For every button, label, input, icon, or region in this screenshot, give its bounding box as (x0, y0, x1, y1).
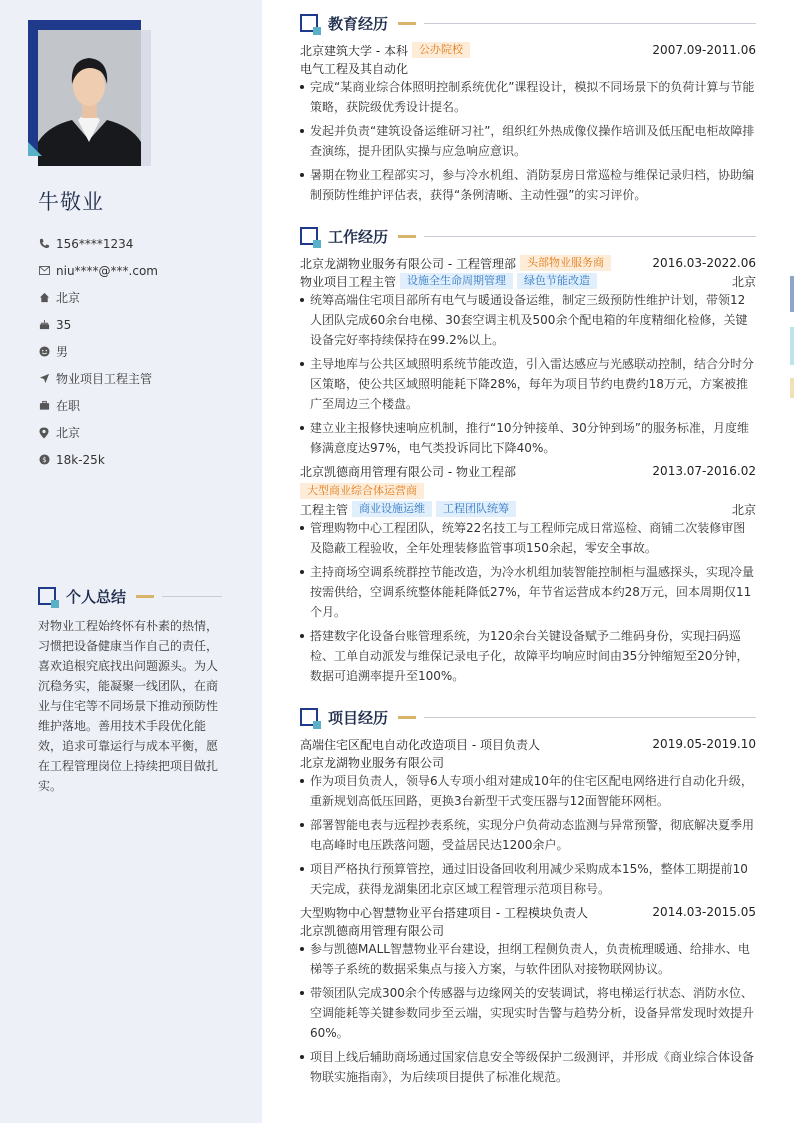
job-city: 北京 (731, 502, 756, 517)
major-row (300, 59, 756, 77)
job-date: 2016.03-2022.06 (652, 256, 756, 270)
project-org: 北京龙湖物业服务有限公司 (300, 755, 445, 770)
list-item: 主持商场空调系统群控节能改造，为冷水机组加装智能控制柜与温感探头，实现冷量按需供给，空调系统整体能耗降低27%，年节省运营成本约28万元，回本周期仅11个月。 (300, 562, 756, 622)
list-item: 建立业主报修快速响应机制，推行“10分钟接单、30分钟到场”的服务标准，月度维修满意度达97%，电气类投诉同比下降40%。 (300, 418, 756, 458)
list-item: 主导地库与公共区域照明系统节能改造，引入雷达感应与光感联动控制，结合分时分区策略，使公共区域照明能耗下降28%，每年为项目节约电费约18万元，方案被推广至周边三个楼盘。 (300, 354, 756, 414)
age-row (38, 311, 248, 338)
salary-row (38, 446, 248, 473)
work-title: 工作经历 (328, 227, 389, 246)
cake-icon (38, 319, 50, 331)
age-value: 35 (56, 317, 72, 332)
project-org: 北京凯德商用管理有限公司 (300, 923, 445, 938)
project-name: 高端住宅区配电自动化改造项目 - 项目负责人 (300, 737, 540, 752)
city-value: 北京 (56, 426, 81, 440)
email-row (38, 257, 248, 284)
gold-divider (136, 595, 154, 598)
hometown-row (38, 284, 248, 311)
edge-marker (790, 378, 794, 398)
photo-accent (28, 142, 42, 156)
project-header (300, 735, 756, 753)
company-tag: 头部物业服务商 (520, 255, 611, 271)
edge-marker (790, 327, 794, 365)
education-date: 2007.09-2011.06 (652, 43, 756, 57)
project-bullets (300, 771, 756, 899)
skill-tag: 绿色节能改造 (517, 273, 597, 289)
job-city: 北京 (731, 274, 756, 289)
position-value: 物业项目工程主管 (56, 372, 153, 386)
section-marker-icon (300, 14, 318, 32)
divider-line (424, 717, 756, 718)
job-role-row (300, 272, 756, 290)
divider-line (162, 596, 222, 597)
sidebar (0, 0, 262, 1123)
section-marker-icon (300, 227, 318, 245)
money-icon (38, 454, 50, 466)
home-icon (38, 292, 50, 304)
education-section (300, 12, 756, 209)
photo-shadow (141, 30, 151, 166)
summary-title: 个人总结 (66, 587, 127, 606)
face-icon (38, 346, 50, 358)
list-item: 搭建数字化设备台账管理系统，为120余台关键设备赋予二维码身份，实现扫码巡检、工单自动派发与维保记录电子化，故障平均响应时间由35分钟缩短至20分钟，数据可追溯率提升至100%。 (300, 626, 756, 686)
education-title: 教育经历 (328, 14, 389, 33)
project-org-row (300, 921, 756, 939)
gender-value: 男 (56, 345, 69, 359)
project-date: 2014.03-2015.05 (652, 905, 756, 919)
job-role-row (300, 500, 756, 518)
work-header (300, 225, 756, 247)
email-value: niu****@***.com (56, 263, 158, 278)
list-item: 完成“某商业综合体照明控制系统优化”课程设计，模拟不同场景下的负荷计算与节能策略，获院级优秀设计提名。 (300, 77, 756, 117)
project-name: 大型购物中心智慧物业平台搭建项目 - 工程模块负责人 (300, 905, 588, 920)
project-header (300, 903, 756, 921)
work-section (300, 225, 756, 690)
company-tag-row (300, 482, 756, 500)
location-icon (38, 427, 50, 439)
divider-line (424, 23, 756, 24)
status-value: 在职 (56, 399, 81, 413)
summary-header (38, 585, 222, 607)
skill-tag: 工程团队统筹 (436, 501, 516, 517)
projects-title: 项目经历 (328, 708, 389, 727)
gold-divider (398, 235, 416, 238)
list-item: 统筹高端住宅项目部所有电气与暖通设备运维，制定三级预防性维护计划，带领12人团队完成60余台电梯、30套空调主机及500余个配电箱的年度精细化检修，关键设备完好率持续保持在99.2%以上。 (300, 290, 756, 350)
phone-value: 156****1234 (56, 236, 134, 251)
list-item: 项目上线后辅助商场通过国家信息安全等级保护二级测评，并形成《商业综合体设备物联实施指南》，为后续项目提供了标准化规范。 (300, 1047, 756, 1087)
send-icon (38, 373, 50, 385)
gold-divider (398, 22, 416, 25)
company-name: 北京凯德商用管理有限公司 - 物业工程部 (300, 464, 516, 479)
job-role: 工程主管 (300, 502, 349, 517)
company-tag: 大型商业综合体运营商 (300, 483, 424, 499)
status-row (38, 392, 248, 419)
edge-marker (790, 276, 794, 312)
education-bullets (300, 77, 756, 205)
salary-value: 18k-25k (56, 452, 105, 467)
project-date: 2019.05-2019.10 (652, 737, 756, 751)
city-row (38, 419, 248, 446)
gold-divider (398, 716, 416, 719)
candidate-name: 牛敬业 (38, 190, 104, 214)
education-row (300, 41, 756, 59)
contact-info (38, 230, 248, 473)
list-item: 项目严格执行预算管控，通过旧设备回收利用减少采购成本15%，整体工期提前10天完成，获得龙湖集团北京区域工程管理示范项目称号。 (300, 859, 756, 899)
person-portrait (38, 30, 141, 166)
profile-photo (38, 30, 141, 166)
list-item: 暑期在物业工程部实习，参与冷水机组、消防泵房日常巡检与维保记录归档，协助编制预防性维护评估表，获得“条例清晰、主动性强”的实习评价。 (300, 165, 756, 205)
school-name: 北京建筑大学 - 本科 (300, 43, 408, 58)
list-item: 参与凯德MALL智慧物业平台建设，担纲工程侧负责人，负责梳理暖通、给排水、电梯等子系统的数据采集点与接入方案，与软件团队对接物联网协议。 (300, 939, 756, 979)
svg-text:$: $ (41, 454, 47, 464)
phone-row (38, 230, 248, 257)
section-marker-icon (38, 587, 56, 605)
projects-header (300, 706, 756, 728)
major: 电气工程及其自动化 (300, 61, 409, 76)
briefcase-icon (38, 400, 50, 412)
list-item: 管理购物中心工程团队，统筹22名技工与工程师完成日常巡检、商铺二次装修审图及隐蔽工程验收，全年处理装修监管事项150余起，零安全事故。 (300, 518, 756, 558)
job-date: 2013.07-2016.02 (652, 464, 756, 478)
job-bullets (300, 518, 756, 686)
section-marker-icon (300, 708, 318, 726)
skill-tag: 设施全生命周期管理 (400, 273, 513, 289)
project-org-row (300, 753, 756, 771)
job-header (300, 254, 756, 272)
mail-icon (38, 265, 50, 277)
list-item: 发起并负责“建筑设备运维研习社”，组织红外热成像仪操作培训及低压配电柜故障排查演练，提升团队实操与应急响应意识。 (300, 121, 756, 161)
gender-row (38, 338, 248, 365)
position-row (38, 365, 248, 392)
phone-icon (38, 238, 50, 250)
list-item: 部署智能电表与远程抄表系统，实现分户负荷动态监测与异常预警，彻底解决夏季用电高峰时电压跌落问题，受益居民达1200余户。 (300, 815, 756, 855)
job-bullets (300, 290, 756, 458)
company-name: 北京龙湖物业服务有限公司 - 工程管理部 (300, 256, 516, 271)
skill-tag: 商业设施运维 (352, 501, 432, 517)
project-bullets (300, 939, 756, 1087)
projects-section (300, 706, 756, 1091)
job-header (300, 462, 756, 480)
hometown-value: 北京 (56, 291, 81, 305)
divider-line (424, 236, 756, 237)
school-tag: 公办院校 (412, 42, 470, 58)
summary-text: 对物业工程始终怀有朴素的热情，习惯把设备健康当作自己的责任，喜欢追根究底找出问题源头。为人沉稳务实，能凝聚一线团队，在商业与住宅等不同场景下推动预防性维护落地。善用技术手段优化能效，追求可靠运行与成本平衡，愿在工程管理岗位上持续把项目做扎实。 (38, 619, 219, 793)
list-item: 作为项目负责人，领导6人专项小组对建成10年的住宅区配电网络进行自动化升级，重新规划高低压回路，更换3台新型干式变压器与12面智能环网柜。 (300, 771, 756, 811)
list-item: 带领团队完成300余个传感器与边缘网关的安装调试，将电梯运行状态、消防水位、空调能耗等关键参数同步至云端，实现实时告警与趋势分析，设备异常发现时效提升60%。 (300, 983, 756, 1043)
education-header (300, 12, 756, 34)
job-role: 物业项目工程主管 (300, 274, 397, 289)
